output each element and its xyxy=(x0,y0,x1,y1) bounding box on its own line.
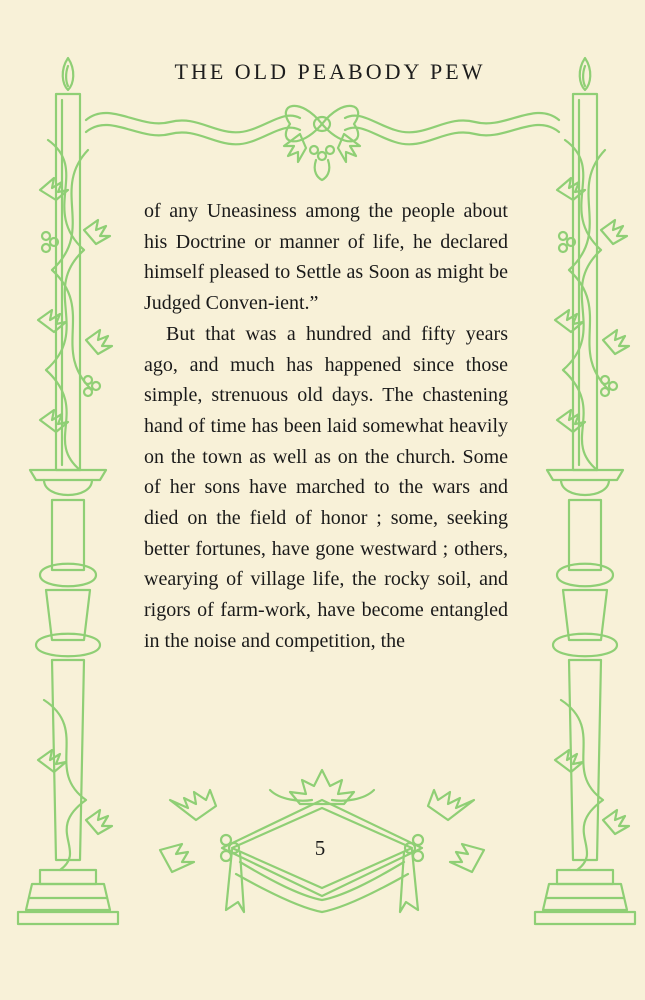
page-number: 5 xyxy=(314,836,326,860)
paragraph-2: But that was a hundred and fifty years ago, and much has happened since those simple, strenuous old days. The chastening hand of time has been laid somewhat heavily on the town as well as on the church. Some of her sons have marched to the wars and died on the field of honor ; some, seeking better fortunes, have gone westward ; others, wearying of village life, the rocky soil, and rigors of farm-work, have become entangled in the noise and competition, the xyxy=(144,322,508,652)
body-text-block xyxy=(144,196,508,657)
right-candlestick xyxy=(535,58,635,924)
running-head-title: THE OLD PEABODY PEW xyxy=(174,59,486,84)
left-candlestick xyxy=(18,58,118,924)
paragraph-1: of any Uneasiness among the people about his Doctrine or manner of life, he declared himself pleased to Settle as Soon as might be Judged Conven-ient.” xyxy=(144,200,508,315)
top-ribbon-garland xyxy=(86,106,559,180)
